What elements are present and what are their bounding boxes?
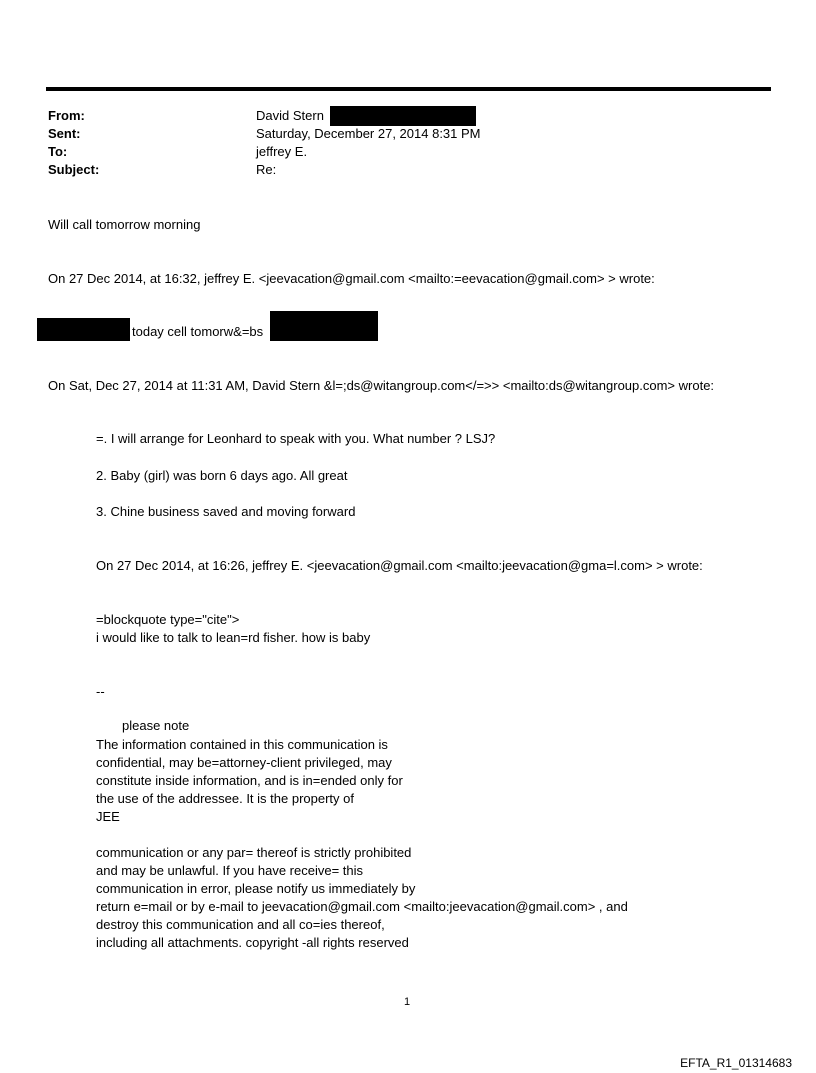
from-value: David Stern bbox=[256, 108, 324, 123]
subject-label: Subject: bbox=[48, 162, 100, 177]
disclaimer-line: return e=mail or by e-mail to jeevacation@gmail.com <mailto:jeevacation@gmail.com> , and bbox=[96, 899, 628, 914]
redaction-box bbox=[270, 311, 378, 341]
disclaimer-line: communication in error, please notify us immediately by bbox=[96, 881, 416, 896]
disclaimer-line: The information contained in this communication is bbox=[96, 737, 388, 752]
subject-value: Re: bbox=[256, 162, 277, 177]
please-note: please note bbox=[122, 718, 190, 733]
header-rule bbox=[46, 87, 771, 91]
disclaimer-line: JEE bbox=[96, 809, 120, 824]
list-item: 2. Baby (girl) was born 6 days ago. All great bbox=[96, 468, 348, 483]
quote-text: today cell tomorw&=bs bbox=[132, 324, 264, 339]
sent-value: Saturday, December 27, 2014 8:31 PM bbox=[256, 126, 481, 141]
disclaimer-line: confidential, may be=attorney-client privileged, may bbox=[96, 755, 392, 770]
disclaimer-line: destroy this communication and all co=ies thereof, bbox=[96, 917, 385, 932]
page-number: 1 bbox=[404, 996, 411, 1008]
from-label: From: bbox=[48, 108, 85, 123]
redaction-box bbox=[37, 318, 130, 341]
list-item: 3. Chine business saved and moving forward bbox=[96, 504, 356, 519]
disclaimer-line: and may be unlawful. If you have receive= this bbox=[96, 863, 364, 878]
blockquote-tag: =blockquote type="cite"> bbox=[96, 612, 240, 627]
redaction-box bbox=[330, 106, 476, 126]
quote-intro: On 27 Dec 2014, at 16:26, jeffrey E. <jeevacation@gmail.com <mailto:jeevacation@gma=l.com> > wrote: bbox=[96, 558, 703, 573]
blockquote-text: i would like to talk to lean=rd fisher. how is baby bbox=[96, 630, 371, 645]
disclaimer-block bbox=[96, 844, 628, 952]
document-id: EFTA_R1_01314683 bbox=[680, 1056, 792, 1070]
signature-dash: -- bbox=[96, 684, 105, 699]
disclaimer-block bbox=[96, 736, 403, 826]
sent-label: Sent: bbox=[48, 126, 81, 141]
message-line: Will call tomorrow morning bbox=[48, 217, 201, 232]
to-label: To: bbox=[48, 144, 68, 159]
disclaimer-line: the use of the addressee. It is the property of bbox=[96, 791, 354, 806]
to-value: jeffrey E. bbox=[256, 144, 308, 159]
quote-intro: On 27 Dec 2014, at 16:32, jeffrey E. <jeevacation@gmail.com <mailto:=eevacation@gmail.com> > wrote: bbox=[48, 271, 655, 286]
quote-intro: On Sat, Dec 27, 2014 at 11:31 AM, David Stern &l=;ds@witangroup.com</=>> <mailto:ds@witangroup.com> wrote: bbox=[48, 378, 715, 393]
list-item: =. I will arrange for Leonhard to speak with you. What number ? LSJ? bbox=[96, 431, 496, 446]
disclaimer-line: constitute inside information, and is in=ended only for bbox=[96, 773, 403, 788]
disclaimer-line: communication or any par= thereof is strictly prohibited bbox=[96, 845, 412, 860]
disclaimer-line: including all attachments. copyright -all rights reserved bbox=[96, 935, 409, 950]
